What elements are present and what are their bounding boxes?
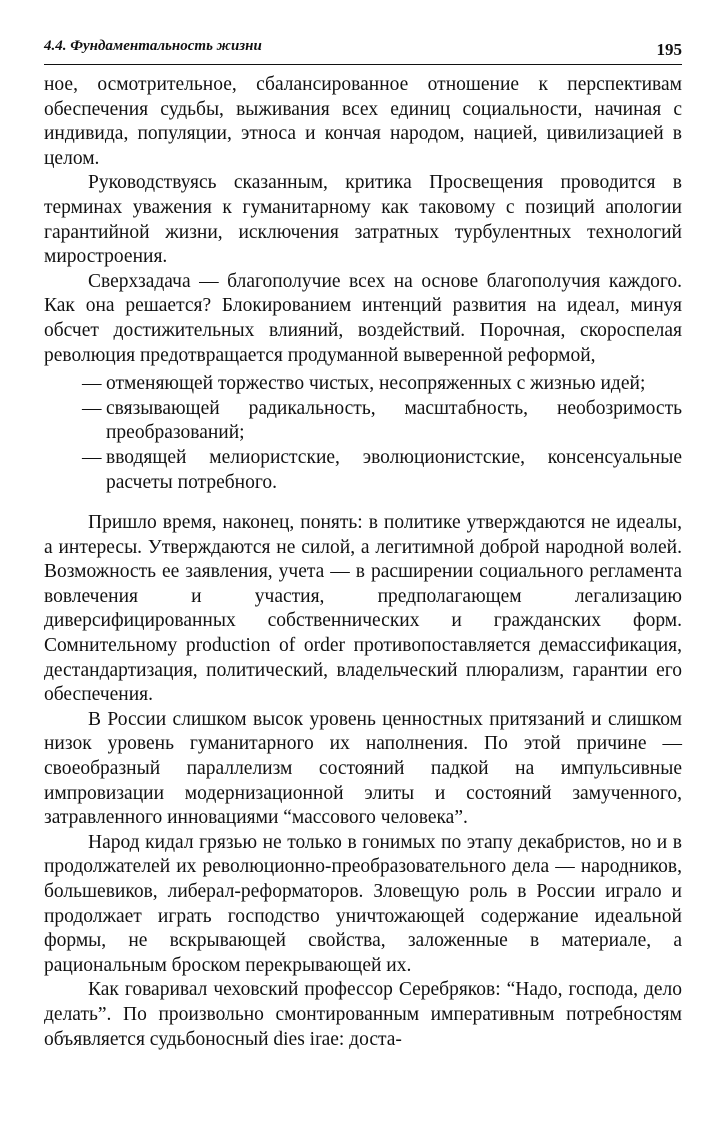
list-item [44, 397, 682, 446]
list-item-text: отменяющей торжество чистых, несопряженных с жизнью идей; [106, 373, 646, 395]
list-item [44, 372, 682, 397]
list-item-text: вводящей мелиористские, эволюционистские, консенсуальные расчеты потребного. [106, 446, 682, 493]
dash-bullet: — [82, 373, 102, 395]
running-header [44, 34, 682, 65]
paragraph: Пришло время, наконец, понять: в политике утверждаются не идеалы, а интересы. Утверждаются не силой, а легитимной доброй народной волей. Возможность ее заявления, учета — в расширении социального регламента вовлечения и участия, предполагающем легализацию диверсифицированных собственнических и гражданских форм. Сомнительному production of order противопоставляется демассификация, дестандартизация, политический, владельческий плюрализм, гарантии его обеспечения. [44, 512, 682, 706]
paragraph: Сверхзадача — благополучие всех на основе благополучия каждого. Как она решается? Блокированием интенций развития на идеал, минуя обсчет достижительных влияний, воздействий. Порочная, скороспелая революция предотвращается продуманной выверенной реформой, [44, 270, 682, 366]
paragraph: В России слишком высок уровень ценностных притязаний и слишком низок уровень гуманитарного их наполнения. По этой причине — своеобразный параллелизм состояний падкой на импульсивные импровизации модернизационной элиты и состояний замученного, затравленного инновациями “массового человека”. [44, 708, 682, 829]
page-body [44, 73, 682, 1052]
list-item [44, 446, 682, 495]
paragraph: Как говаривал чеховский профессор Серебряков: “Надо, господа, дело делать”. По произвольно смонтированным императивным потребностям объявляется судьбоносный dies irae: доста- [44, 979, 682, 1050]
dash-bullet: — [82, 397, 102, 419]
paragraph: Народ кидал грязью не только в гонимых по этапу декабристов, но и в продолжателей их революционно-преобразовательного дела — народников, большевиков, либерал-реформаторов. Зловещую роль в России играло и продолжает играть господство уничтожающей содержание идеальной формы, не вскрывающей свойства, заложенные в материале, а рациональным броском перекрывающей их. [44, 831, 682, 976]
dash-bullet: — [82, 446, 102, 468]
page-number: 195 [656, 40, 682, 59]
dash-list [44, 372, 682, 495]
paragraph: Руководствуясь сказанным, критика Просвещения проводится в терминах уважения к гуманитарному как таковому с позиций апологии гарантийной жизни, исключения затратных турбулентных технологий миростроения. [44, 172, 682, 268]
paragraph-continued: ное, осмотрительное, сбалансированное отношение к перспективам обеспечения судьбы, выживания всех единиц социальности, начиная с индивида, популяции, этноса и кончая народом, нацией, цивилизацией в целом. [44, 74, 682, 169]
running-header-title: 4.4. Фундаментальность жизни [44, 38, 262, 54]
list-item-text: связывающей радикальность, масштабность, необозримость преобразований; [106, 397, 682, 444]
